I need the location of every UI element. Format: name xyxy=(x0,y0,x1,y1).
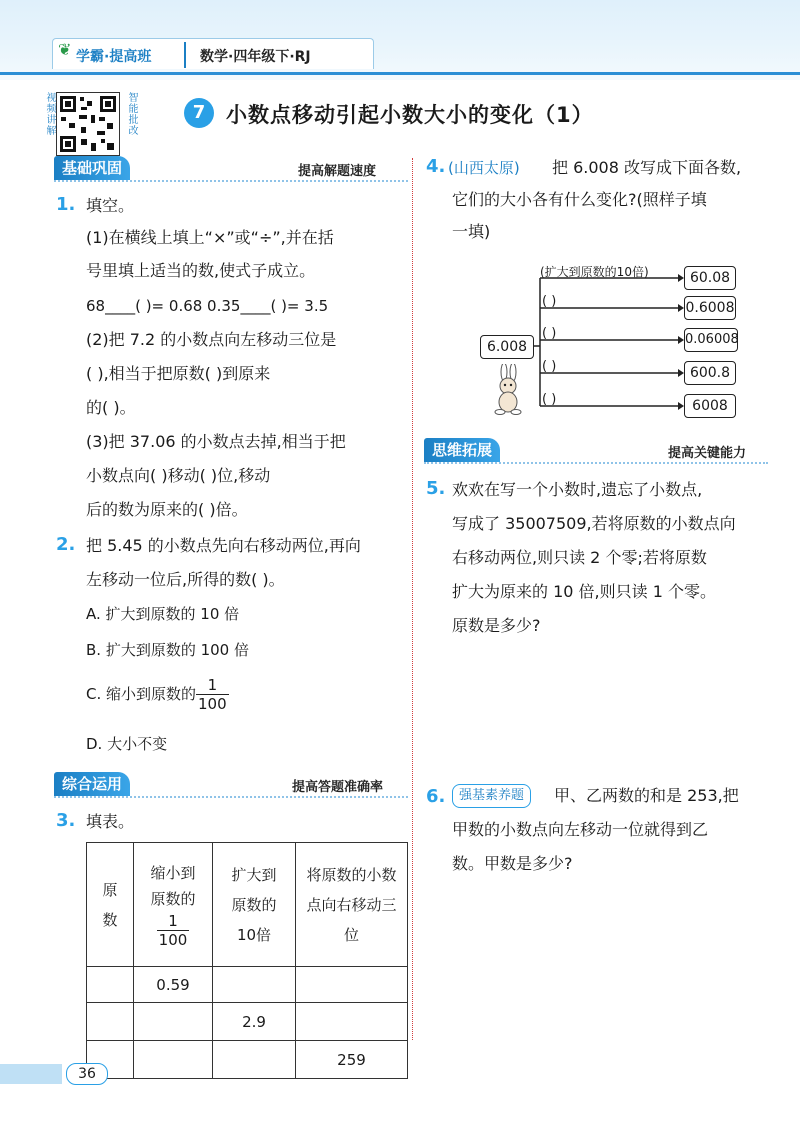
q3-number: 3. xyxy=(56,810,76,831)
q4-target-box: 60.08 xyxy=(684,266,736,290)
q2-option-c[interactable] xyxy=(86,674,229,714)
page-number: 36 xyxy=(66,1063,108,1085)
q3-header-shrink-line1: 缩小到 xyxy=(150,864,196,882)
section-apply-tag: 综合运用 xyxy=(54,772,130,796)
q3-cell[interactable]: 2.9 xyxy=(213,1003,296,1041)
qr-code-icon xyxy=(57,93,119,155)
q1-p3-line1: (3)把 37.06 的小数点去掉,相当于把 xyxy=(86,432,346,451)
q5-line1: 欢欢在写一个小数时,遗忘了小数点, xyxy=(452,480,703,499)
fraction-denominator: 100 xyxy=(158,931,188,949)
footer-bar xyxy=(0,1064,62,1084)
q3-cell[interactable] xyxy=(87,1003,134,1041)
q6-line3: 数。甲数是多少? xyxy=(452,854,573,873)
section-basic-tag: 基础巩固 xyxy=(54,156,130,180)
q3-header-shrink xyxy=(134,843,213,967)
q3-header-move: 将原数的小数点向右移动三位 xyxy=(296,843,408,967)
q4-target-box: 6008 xyxy=(684,394,736,418)
fraction-numerator: 1 xyxy=(196,676,229,695)
header-separator xyxy=(184,42,186,68)
q5-line4: 扩大为原来的 10 倍,则只读 1 个零。 xyxy=(452,582,716,601)
q1-p2-line2[interactable]: ( ),相当于把原数( )到原来 xyxy=(86,364,271,383)
q4-blank-1[interactable]: ( ) xyxy=(542,294,557,309)
fraction-numerator: 1 xyxy=(157,912,190,931)
leaf-icon: ❦ xyxy=(58,40,72,59)
q3-header-original: 原数 xyxy=(87,843,134,967)
section-apply-note: 提高答题准确率 xyxy=(292,780,384,795)
q1-p3-line3[interactable]: 后的数为原来的( )倍。 xyxy=(86,500,248,519)
q3-table xyxy=(86,842,408,1079)
q3-header-enlarge: 扩大到原数的10倍 xyxy=(213,843,296,967)
q6-line1: 甲、乙两数的和是 253,把 xyxy=(554,786,739,805)
q3-head: 填表。 xyxy=(86,812,135,831)
qr-code[interactable] xyxy=(56,92,120,156)
q3-cell[interactable] xyxy=(134,1041,213,1079)
q4-number: 4. xyxy=(426,156,446,177)
q3-cell[interactable] xyxy=(213,1041,296,1079)
q5-line3: 右移动两位,则只读 2 个零;若将原数 xyxy=(452,548,707,567)
q4-blank-3[interactable]: ( ) xyxy=(542,359,557,374)
rabbit-icon xyxy=(486,364,530,416)
q6-tag: 强基素养题 xyxy=(452,784,531,808)
q4-blank-2[interactable]: ( ) xyxy=(542,326,557,341)
q1-number: 1. xyxy=(56,194,76,215)
q1-p1-expression[interactable]: 68____( )= 0.68 0.35____( )= 3.5 xyxy=(86,297,329,315)
qr-left-label: 视频讲解 xyxy=(44,92,55,136)
section-think-tag: 思维拓展 xyxy=(424,438,500,462)
section-basic-note: 提高解题速度 xyxy=(298,164,377,179)
q2-line1: 把 5.45 的小数点先向右移动两位,再向 xyxy=(86,536,361,555)
q4-line2: 它们的大小各有什么变化?(照样子填 xyxy=(452,190,707,209)
q3-header-fraction xyxy=(157,912,190,949)
q6-line2: 甲数的小数点向左移动一位就得到乙 xyxy=(452,820,709,839)
q1-head: 填空。 xyxy=(86,196,135,215)
q5-line5: 原数是多少? xyxy=(452,616,541,635)
q5-number: 5. xyxy=(426,478,446,499)
q2-option-c-label: C. 缩小到原数的 xyxy=(86,685,197,703)
q3-cell[interactable]: 259 xyxy=(296,1041,408,1079)
brand-label: 学霸·提高班 xyxy=(76,49,152,65)
section-apply-rule xyxy=(54,796,408,798)
q4-line1: 把 6.008 改写成下面各数, xyxy=(552,158,742,177)
q2-option-c-fraction xyxy=(196,676,229,713)
lesson-title: 小数点移动引起小数大小的变化（1） xyxy=(226,103,594,127)
q5-line2: 写成了 35007509,若将原数的小数点向 xyxy=(452,514,736,533)
q3-cell[interactable] xyxy=(296,967,408,1003)
q3-cell[interactable] xyxy=(134,1003,213,1041)
q1-p1-line2: 号里填上适当的数,使式子成立。 xyxy=(86,261,316,280)
q2-line2[interactable]: 左移动一位后,所得的数( )。 xyxy=(86,570,285,589)
q1-p2-line1: (2)把 7.2 的小数点向左移动三位是 xyxy=(86,330,337,349)
section-basic-rule xyxy=(54,180,408,182)
q1-p3-line2[interactable]: 小数点向( )移动( )位,移动 xyxy=(86,466,271,485)
q4-blank-4[interactable]: ( ) xyxy=(542,392,557,407)
q1-p1-line1: (1)在横线上填上“×”或“÷”,并在括 xyxy=(86,228,334,247)
q2-option-d[interactable]: D. 大小不变 xyxy=(86,735,168,753)
q3-cell[interactable] xyxy=(213,967,296,1003)
q4-example-label: (扩大到原数的10倍) xyxy=(540,265,649,279)
fraction-denominator: 100 xyxy=(198,695,227,713)
qr-right-label: 智能批改 xyxy=(126,92,137,136)
q3-cell[interactable] xyxy=(87,967,134,1003)
q4-target-box: 600.8 xyxy=(684,361,736,385)
q1-p2-line3[interactable]: 的( )。 xyxy=(86,398,136,417)
subject-label: 数学·四年级下·RJ xyxy=(200,49,311,65)
section-think-note: 提高关键能力 xyxy=(668,446,747,461)
q6-number: 6. xyxy=(426,786,446,807)
q3-cell[interactable]: 0.59 xyxy=(134,967,213,1003)
lesson-number: 7 xyxy=(184,98,214,128)
q4-target-box: 0.06008 xyxy=(684,328,738,352)
section-think-rule xyxy=(424,462,768,464)
header-rule xyxy=(0,72,800,75)
q3-cell[interactable] xyxy=(296,1003,408,1041)
q4-target-box: 0.6008 xyxy=(684,296,736,320)
q4-origin-box: 6.008 xyxy=(480,335,534,359)
q3-header-shrink-line2: 原数的 xyxy=(150,890,196,908)
q4-line3: 一填) xyxy=(452,222,491,241)
q2-option-b[interactable]: B. 扩大到原数的 100 倍 xyxy=(86,641,249,659)
column-divider xyxy=(412,158,413,1040)
q2-number: 2. xyxy=(56,534,76,555)
q2-option-a[interactable]: A. 扩大到原数的 10 倍 xyxy=(86,605,240,623)
q4-source: (山西太原) xyxy=(448,159,520,177)
